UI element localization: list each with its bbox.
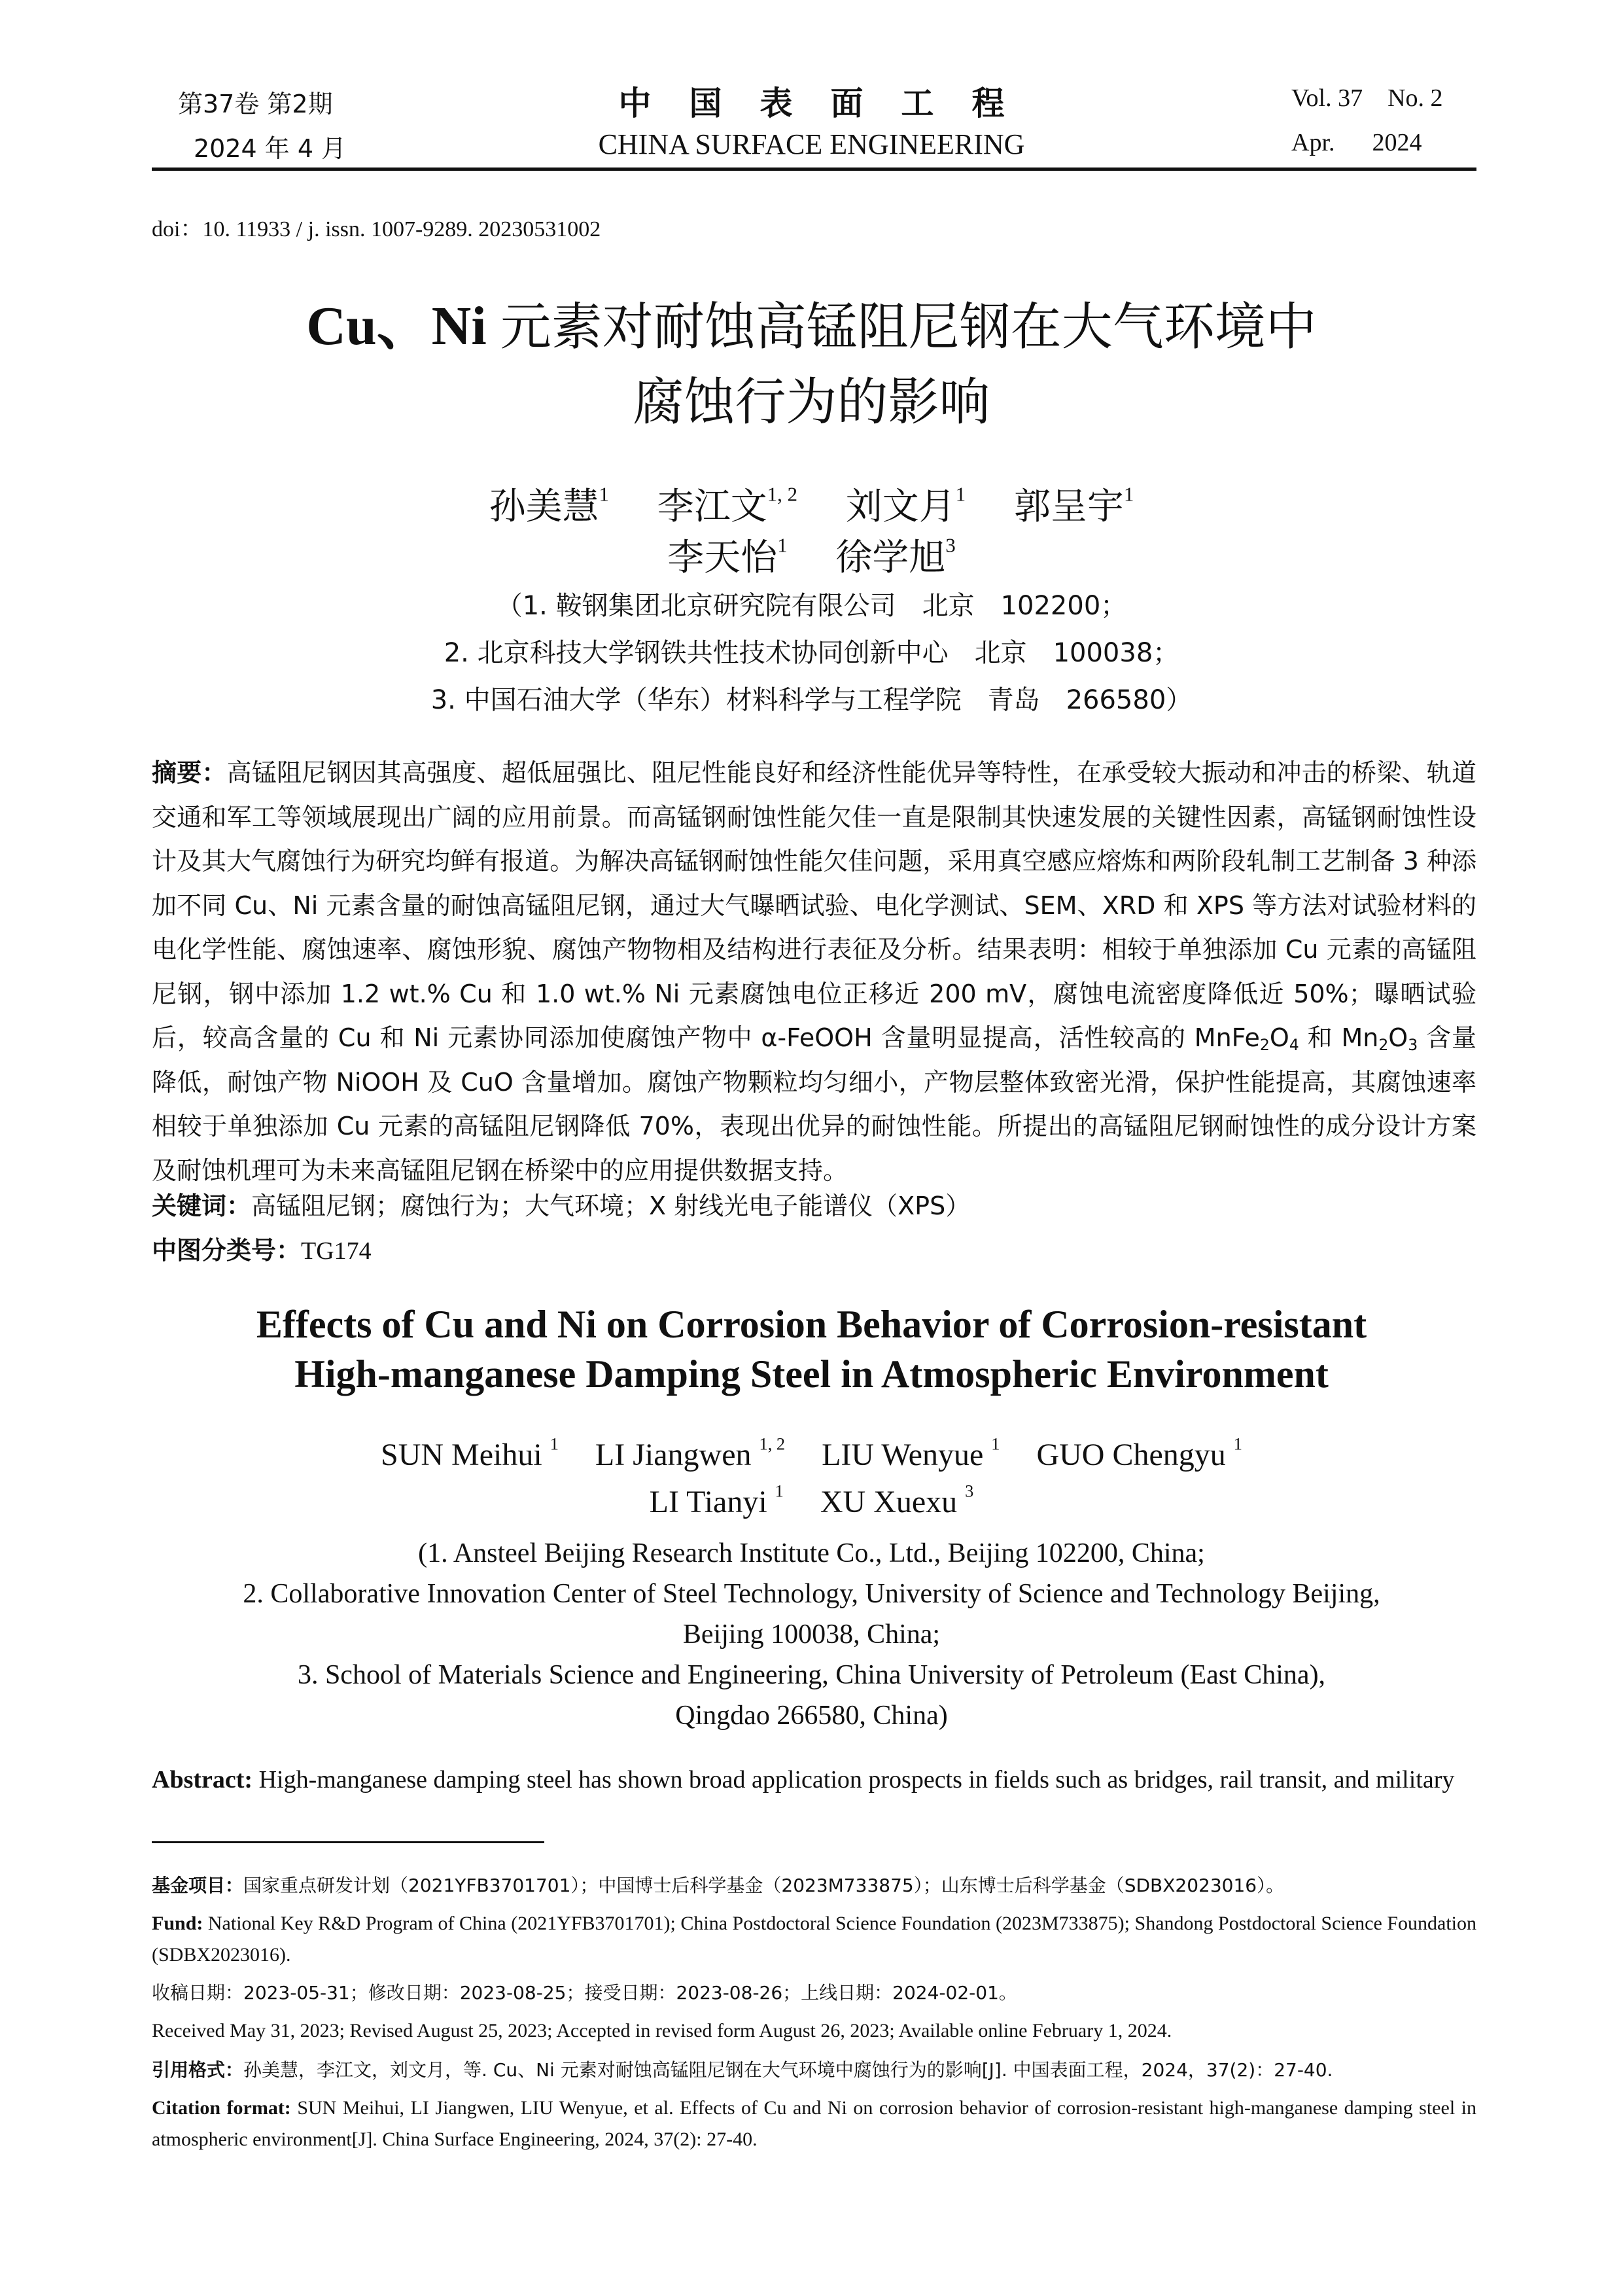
keywords-cn-label: 关键词： — [152, 1192, 252, 1220]
author-en: XU Xuexu $^3$ — [820, 1481, 974, 1519]
title-cn-line1 — [0, 288, 1623, 366]
author-cn: 孙美慧$^1$ — [489, 483, 609, 528]
author-cn: 刘文月$^1$ — [845, 483, 966, 528]
title-cn-latin: Cu、Ni — [306, 296, 500, 357]
header-volume-en: Vol. 37 No. 2 — [1291, 84, 1443, 112]
classification-cn-label: 中图分类号： — [152, 1236, 302, 1265]
affiliation-cn: 2. 北京科技大学钢铁共性技术协同创新中心 北京 100038； — [444, 638, 1179, 668]
abstract-cn: 摘要：高锰阻尼钢因其高强度、超低屈强比、阻尼性能良好和经济性能优异等特性，在承受较大振动和冲击的桥梁、轨道交通和军工等领域展现出广阔的应用前景。而高锰钢耐蚀性能欠佳一直是限制其快速发展的关键性因素，高锰钢耐蚀性设计及其大气腐蚀行为研究均鲜有报道。为解决高锰钢耐蚀性能欠佳问题，采用真空感应熔炼和两阶段轧制工艺制备 3 种添加不同 Cu、Ni 元素含量的耐蚀高锰阻尼钢，通过大气曝晒试验、电化学测试、SEM、XRD 和 XPS 等方法对试验材料的电化学性能、腐蚀速率、腐蚀形貌、腐蚀产物物相及结构进行表征及分析。结果表明：相较于单独添加 Cu 元素的高锰阻尼钢，钢中添加 1.2 wt.% Cu 和 1.0 wt.% Ni 元素腐蚀电位正移近 200 mV，腐蚀电流密度降低近 50%；曝晒试验后，较高含量的 Cu 和 Ni 元素协同添加使腐蚀产物中 α-FeOOH 含量明显提高，活性较高的 $MnFe_2O_4$ 和 $Mn_2O_3$ 含量降低，耐蚀产物 NiOOH 及 CuO 含量增加。腐蚀产物颗粒均匀细小，产物层整体致密光滑，保护性能提高，其腐蚀速率相较于单独添加 Cu 元素的高锰阻尼钢降低 70%，表现出优异的耐蚀性能。所提出的高锰阻尼钢耐蚀性的成分设计方案及耐蚀机理可为未来高锰阻尼钢在桥梁中的应用提供数据支持。 — [152, 758, 1476, 1185]
affiliation-en: (1. Ansteel Beijing Research Institute Co., Ltd., Beijing 102200, China; — [418, 1538, 1205, 1568]
author-cn: 李江文$^{1, 2}$ — [657, 483, 797, 528]
author-en: SUN Meihui $^1$ — [381, 1434, 559, 1472]
footnote-citation-cn: 引用格式：孙美慧，李江文，刘文月，等. Cu、Ni 元素对耐蚀高锰阻尼钢在大气环境中腐蚀行为的影响[J]. 中国表面工程，2024，37(2)：27-40. — [152, 2059, 1333, 2081]
author-en: GUO Chengyu $^1$ — [1036, 1434, 1242, 1472]
authors-en-line2 — [0, 1481, 1623, 1520]
footnote-dates-cn: 收稿日期：2023-05-31；修改日期：2023-08-25；接受日期：2023-08-26；上线日期：2024-02-01。 — [152, 1982, 1017, 2004]
header-journal-cn: 中国表面工程 — [618, 84, 1043, 122]
title-en-line2: High-manganese Damping Steel in Atmospheric Environment — [294, 1352, 1329, 1396]
author-en: LIU Wenyue $^1$ — [822, 1434, 1000, 1472]
footnote-fund-en: Fund: National Key R&D Program of China (2021YFB3701701); China Postdoctoral Science Foundation (2023M733875); Shandong Postdoctoral Science Foundation (SDBX2023016). — [152, 1913, 1476, 1966]
author-en: LI Tianyi $^1$ — [649, 1481, 784, 1519]
header-date-cn: 2024 年 4 月 — [194, 134, 347, 163]
affiliation-en: Qingdao 266580, China) — [675, 1701, 948, 1731]
abstract-en-label: Abstract: — [152, 1766, 253, 1793]
footnote-dates-en: Received May 31, 2023; Revised August 25, 2023; Accepted in revised form August 26, 2023; Available online February 1, 2024. — [152, 2020, 1172, 2041]
authors-en-line1 — [0, 1434, 1623, 1473]
footnote-fund-cn: 基金项目：国家重点研发计划（2021YFB3701701）；中国博士后科学基金（2023M733875）；山东博士后科学基金（SDBX2023016）。 — [152, 1875, 1285, 1896]
title-cn-text: 元素对耐蚀高锰阻尼钢在大气环境中 — [500, 298, 1317, 357]
title-cn-line2: 腐蚀行为的影响 — [633, 373, 990, 432]
affiliation-cn: （1. 鞍钢集团北京研究院有限公司 北京 102200； — [496, 591, 1127, 621]
keywords-cn: 关键词：高锰阻尼钢；腐蚀行为；大气环境；X 射线光电子能谱仪（XPS） — [152, 1192, 971, 1220]
title-en-line1: Effects of Cu and Ni on Corrosion Behavior of Corrosion-resistant — [256, 1303, 1367, 1346]
author-cn: 徐学旭$^3$ — [835, 534, 956, 579]
abstract-cn-label: 摘要： — [152, 758, 227, 787]
author-cn: 郭呈宇$^1$ — [1014, 483, 1134, 528]
authors-cn-line1 — [0, 478, 1623, 530]
header-journal-en: CHINA SURFACE ENGINEERING — [598, 128, 1025, 160]
header-date-en: Apr. 2024 — [1291, 129, 1422, 156]
authors-cn-line2 — [0, 529, 1623, 581]
affiliation-en: 3. School of Materials Science and Engineering, China University of Petroleum (East China), — [297, 1660, 1326, 1690]
abstract-en: Abstract: High-manganese damping steel has shown broad application prospects in fields such as bridges, rail transit, and military — [152, 1766, 1455, 1793]
affiliation-en: 2. Collaborative Innovation Center of Steel Technology, University of Science and Technology Beijing, — [243, 1579, 1380, 1609]
header-rule — [152, 168, 1476, 171]
author-en: LI Jiangwen $^{1, 2}$ — [595, 1434, 786, 1472]
affiliation-en: Beijing 100038, China; — [682, 1619, 941, 1650]
footnote-citation-en: Citation format: SUN Meihui, LI Jiangwen, LIU Wenyue, et al. Effects of Cu and Ni on corrosion behavior of corrosion-resistant high-manganese damping steel in atmospheric environment[J]. China Surface Engineering, 2024, 37(2): 27-40. — [152, 2097, 1477, 2150]
footnote-rule — [152, 1841, 544, 1843]
classification-cn: 中图分类号：TG174 — [152, 1236, 372, 1265]
affiliation-cn: 3. 中国石油大学（华东）材料科学与工程学院 青岛 266580） — [430, 685, 1193, 715]
doi: doi：10. 11933 / j. issn. 1007-9289. 20230531002 — [152, 217, 601, 241]
header-volume-cn: 第37卷 第2期 — [178, 90, 333, 118]
author-cn: 李天怡$^1$ — [667, 534, 788, 579]
